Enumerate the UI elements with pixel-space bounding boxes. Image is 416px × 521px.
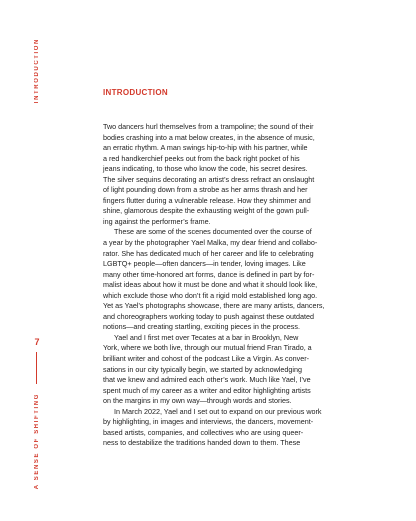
chapter-heading: INTRODUCTION [103, 88, 168, 97]
body-line: sations in our city typically begin, we started by acknowledging [103, 364, 302, 374]
body-line: fingers flutter during a vulnerable release. How they shimmer and [103, 195, 311, 205]
running-head: INTRODUCTION [34, 38, 40, 104]
body-line: These are some of the scenes documented over the course of [114, 227, 312, 237]
body-line: York, where we both live, through our mutual friend Fran Tirado, a [103, 343, 312, 353]
body-line: of light pounding down from a strobe as her arms thrash and her [103, 185, 308, 195]
body-line: ness to destabilize the traditions handed down to them. These [103, 438, 301, 448]
body-line: notions—and creating startling, exciting pieces in the process. [103, 322, 300, 332]
body-line: jeans indicating, to those who know the code, his secret desires. [103, 164, 308, 174]
body-text [103, 122, 393, 449]
body-line: which exclude those who don’t fit a rigid mold established long ago. [103, 290, 318, 300]
body-line: malist ideas about how it must be done and what it should look like, [103, 280, 318, 290]
body-line: bodies crashing into a mat below creates, in the absence of music, [103, 132, 315, 142]
body-line: based artists, companies, and collectives who are using queer- [103, 427, 304, 437]
body-line: that we knew and admired each other’s work. Much like Yael, I’ve [103, 375, 311, 385]
body-line: on the margins in my own way—through words and stories. [103, 396, 292, 406]
body-line: brilliant writer and cohost of the podcast Like a Virgin. As conver- [103, 354, 310, 364]
book-title: A SENSE OF SHIFTING [34, 393, 40, 490]
body-line: many other time-honored art forms, dance is defined in part by for- [103, 269, 315, 279]
body-line: rator. She has dedicated much of her career and life to celebrating [103, 248, 314, 258]
body-line: an erratic rhythm. A man swings hip-to-hip with his partner, while [103, 143, 308, 153]
body-line: Yael and I first met over Tecates at a bar in Brooklyn, New [114, 332, 299, 342]
body-line: Yet as Yael’s photographs showcase, there are many artists, dancers, [103, 301, 325, 311]
body-line: Two dancers hurl themselves from a trampoline; the sound of their [103, 122, 314, 131]
body-line: a red handkerchief peeks out from the back right pocket of his [103, 153, 300, 163]
body-line: by highlighting, in images and interviews, the dancers, movement- [103, 417, 314, 427]
body-line: In March 2022, Yael and I set out to expand on our previous work [114, 406, 322, 416]
body-line: ing against the performer’s frame. [103, 216, 211, 226]
page-number: 7 [34, 337, 40, 347]
folio-rule [36, 352, 37, 384]
body-line: shine, glamorous despite the exhausting weight of the gown pull- [103, 206, 310, 216]
body-line: a year by the photographer Yael Malka, my dear friend and collabo- [103, 238, 318, 248]
body-line: spent much of my career as a writer and editor highlighting artists [103, 385, 311, 395]
body-line: LGBTQ+ people—often dancers—in tender, loving images. Like [103, 259, 306, 269]
body-line: and choreographers working today to push against these outdated [103, 311, 314, 321]
body-line: The silver sequins decorating an artist’s dress refract an onslaught [103, 174, 315, 184]
